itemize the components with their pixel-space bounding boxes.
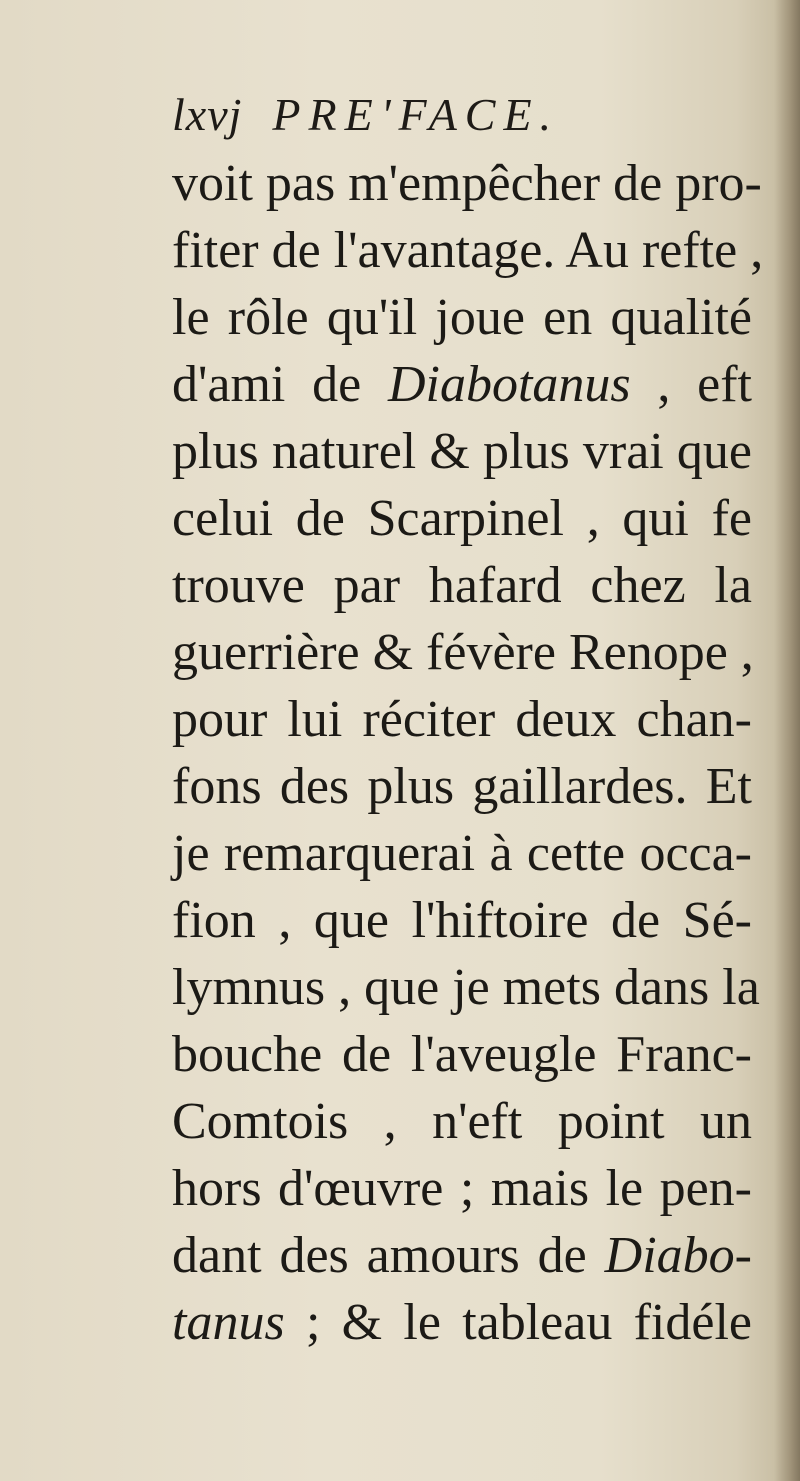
text-line: Comtois , n'eft point un — [172, 1093, 752, 1150]
text-line: le rôle qu'il joue en qualité — [172, 289, 752, 346]
text-line: fons des plus gaillardes. Et — [172, 758, 752, 815]
body-text — [172, 150, 764, 1356]
text-line: pour lui réciter deux chan- — [172, 691, 752, 748]
text-line: d'ami de Diabotanus , eft — [172, 356, 752, 413]
page-gutter-shadow — [774, 0, 800, 1481]
text-line: dant des amours de Diabo- — [172, 1227, 752, 1284]
page-number: lxvj — [172, 89, 243, 140]
text-line: je remarquerai à cette occa- — [172, 825, 752, 882]
text-line: fion , que l'hiftoire de Sé- — [172, 892, 752, 949]
text-line: tanus ; & le tableau fidéle — [172, 1294, 752, 1351]
text-line: voit pas m'empêcher de pro- — [172, 155, 762, 212]
text-line: fiter de l'avantage. Au refte , — [172, 222, 764, 279]
text-line: trouve par hafard chez la — [172, 557, 752, 614]
text-line: bouche de l'aveugle Franc- — [172, 1026, 752, 1083]
text-line: lymnus , que je mets dans la — [172, 959, 760, 1016]
text-line: celui de Scarpinel , qui fe — [172, 490, 752, 547]
text-line: plus naturel & plus vrai que — [172, 423, 752, 480]
text-line: hors d'œuvre ; mais le pen- — [172, 1160, 752, 1217]
running-title: PRE'FACE. — [272, 89, 560, 140]
text-line: guerrière & févère Renope , — [172, 624, 754, 681]
